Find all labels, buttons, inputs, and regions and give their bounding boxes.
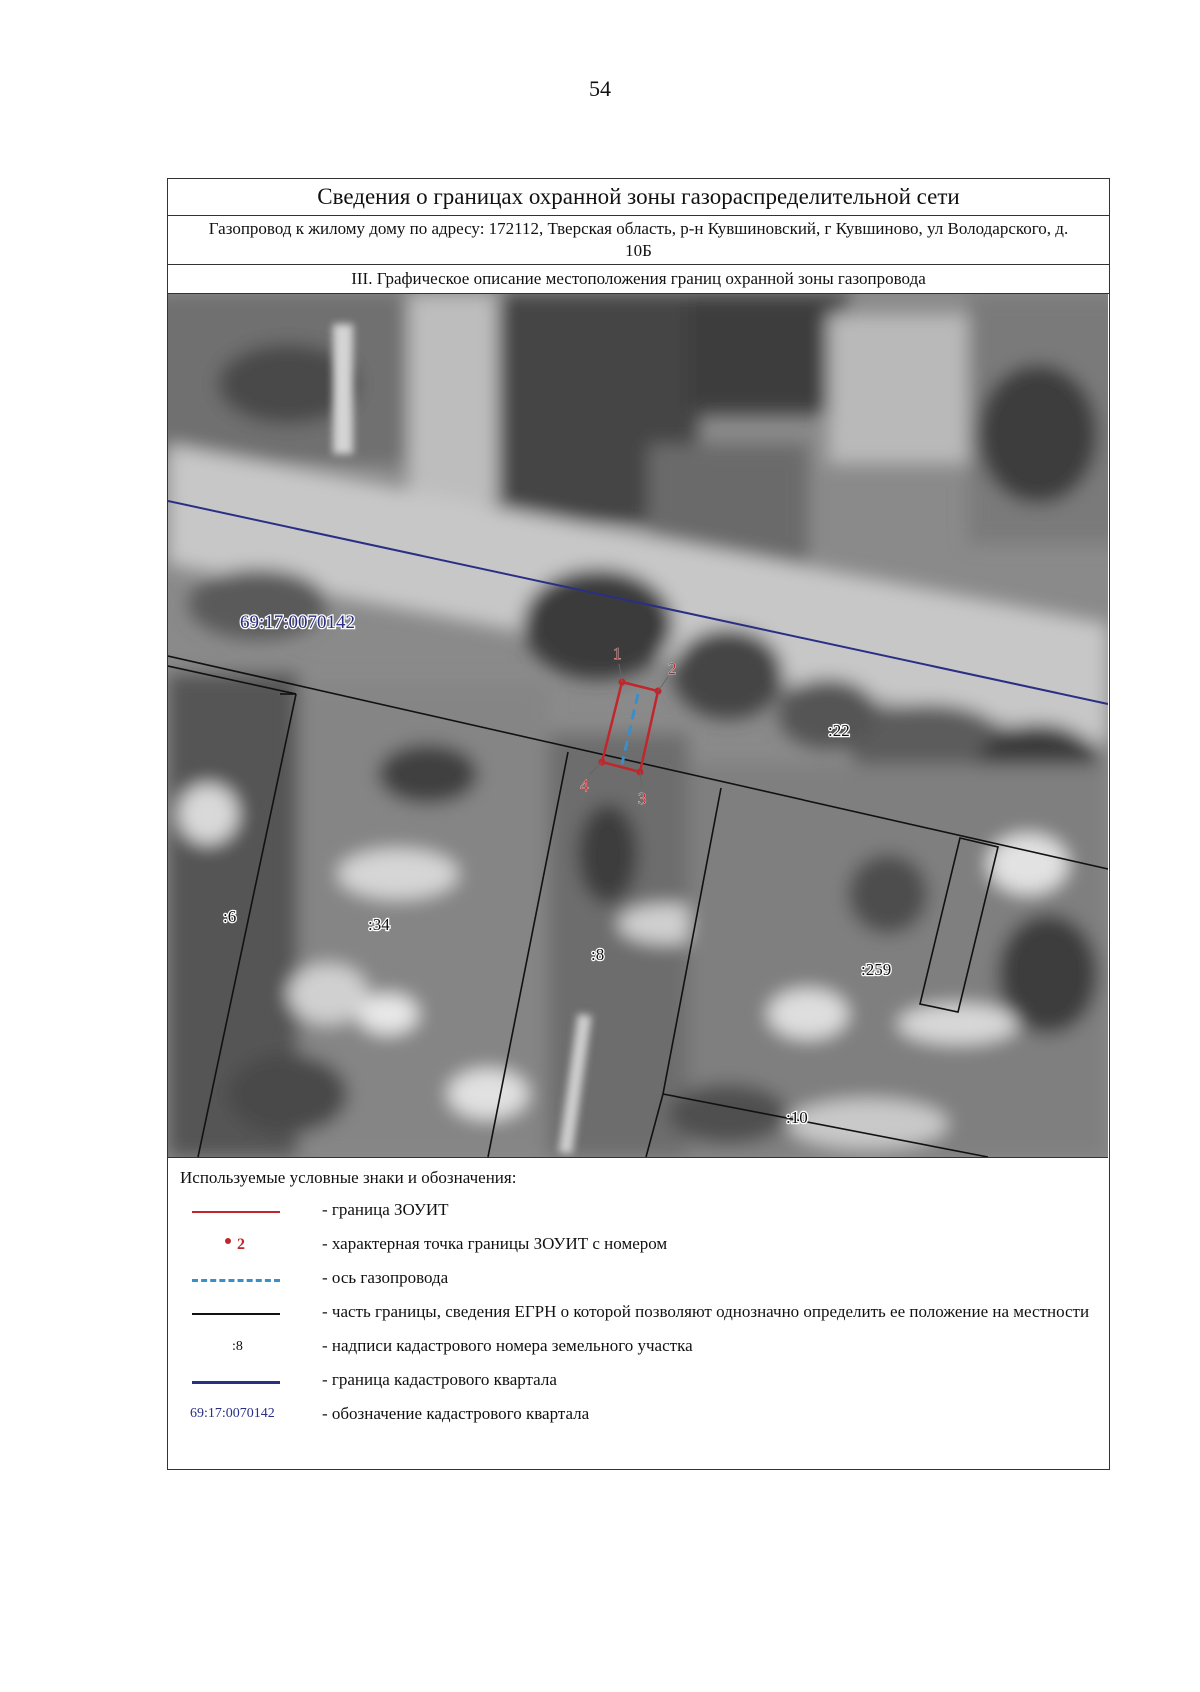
point-label-3: 3 — [638, 789, 647, 808]
legend-text: - граница ЗОУИТ — [322, 1200, 449, 1219]
legend — [168, 1158, 1109, 1430]
legend-text: - характерная точка границы ЗОУИТ с номером — [322, 1234, 668, 1253]
parcel-label-8: :8 — [591, 945, 605, 964]
legend-text: - ось газопровода — [322, 1268, 449, 1287]
document-title: Сведения о границах охранной зоны газораспределительной сети — [168, 179, 1109, 216]
legend-text: - обозначение кадастрового квартала — [322, 1404, 590, 1423]
legend-symbol-black-line — [180, 1300, 322, 1328]
point-label-2: 2 — [668, 659, 677, 678]
legend-symbol-quarter-label — [180, 1402, 322, 1430]
object-description: Газопровод к жилому дому по адресу: 172112, Тверская область, р-н Кувшиновский, г Кувшиново, ул Володарского, д. 10Б — [168, 216, 1109, 265]
parcel-label-10: :10 — [786, 1108, 808, 1127]
parcel-label-34: :34 — [368, 915, 390, 934]
legend-title: Используемые условные знаки и обозначения: — [180, 1168, 517, 1187]
legend-point-sample: 2 — [237, 1236, 245, 1253]
legend-parcel-sample: :8 — [232, 1339, 243, 1354]
map-svg — [168, 294, 1108, 1157]
legend-text: - граница кадастрового квартала — [322, 1370, 557, 1389]
parcel-label-22: :22 — [828, 721, 850, 740]
legend-symbol-red-point — [180, 1232, 322, 1260]
legend-symbol-blue-line — [180, 1368, 322, 1396]
legend-symbol-dashed-line — [180, 1266, 322, 1294]
legend-symbol-parcel-label — [180, 1334, 322, 1362]
section-title: III. Графическое описание местоположения границ охранной зоны газопровода — [168, 265, 1109, 294]
page-number: 54 — [589, 76, 611, 101]
legend-item — [180, 1402, 1097, 1430]
legend-item — [180, 1368, 1097, 1396]
legend-quarter-sample: 69:17:0070142 — [190, 1406, 275, 1421]
legend-item — [180, 1300, 1097, 1328]
point-dot-icon — [225, 1238, 231, 1244]
parcel-label-259: :259 — [861, 960, 892, 979]
point-label-1: 1 — [613, 644, 622, 663]
legend-item — [180, 1198, 1097, 1226]
point-label-4: 4 — [580, 776, 589, 795]
parcel-label-6: :6 — [223, 907, 237, 926]
legend-symbol-red-line — [180, 1198, 322, 1226]
quarter-label: 69:17:0070142 — [240, 612, 356, 633]
legend-item — [180, 1232, 1097, 1260]
legend-item — [180, 1334, 1097, 1362]
aerial-photo — [168, 294, 1108, 1157]
aerial-map — [168, 294, 1108, 1158]
legend-item — [180, 1266, 1097, 1294]
legend-text: - часть границы, сведения ЕГРН о которой позволяют однозначно определить ее положение на местности — [322, 1302, 1090, 1321]
legend-text: - надписи кадастрового номера земельного участка — [322, 1336, 693, 1355]
document-frame — [167, 178, 1110, 1470]
